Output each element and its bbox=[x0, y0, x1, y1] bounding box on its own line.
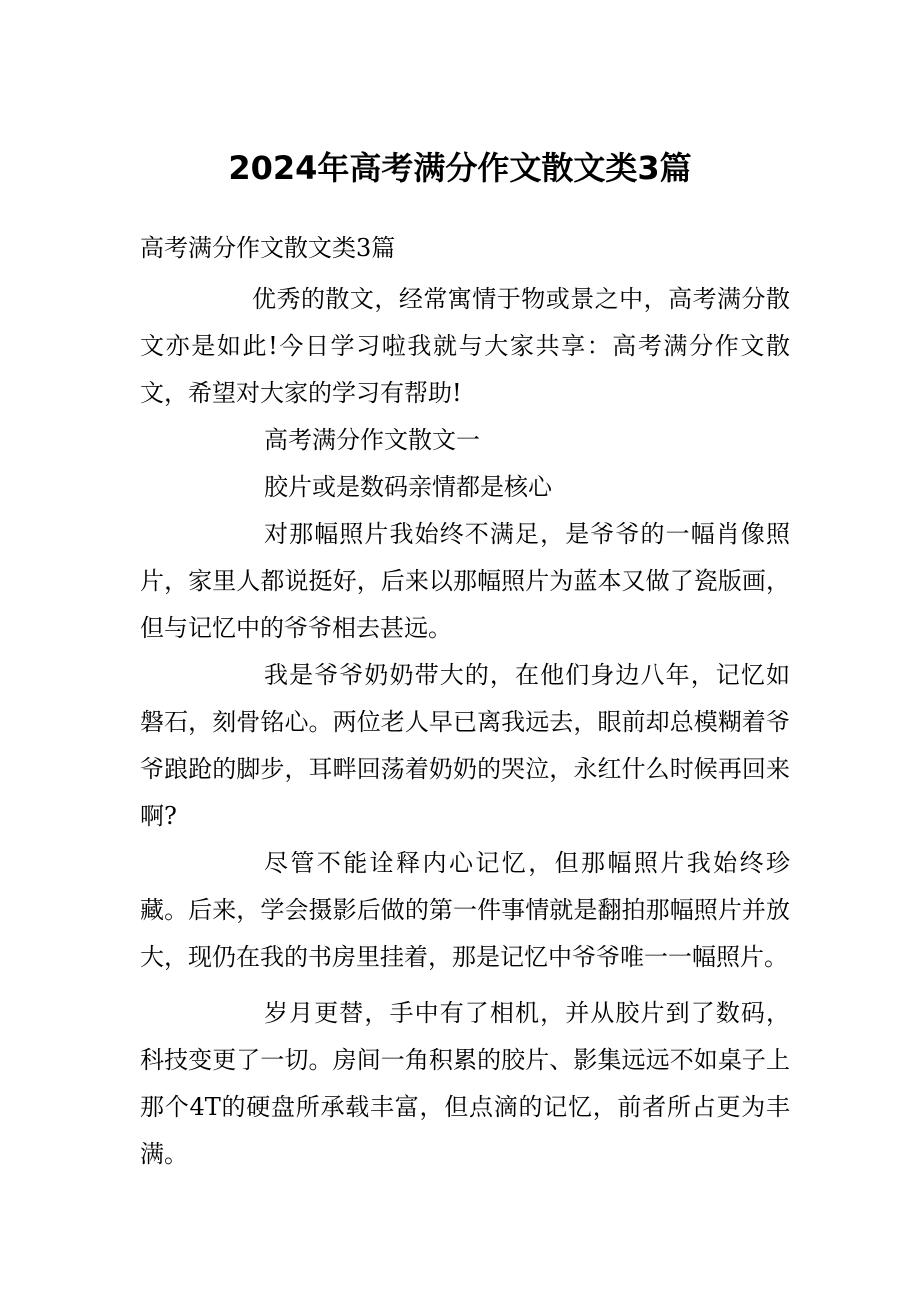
body-paragraph: 尽管不能诠释内心记忆，但那幅照片我始终珍藏。后来，学会摄影后做的第一件事情就是翻拍那幅照片并放大，现仍在我的书房里挂着，那是记忆中爷爷唯一一幅照片。 bbox=[140, 849, 790, 971]
document-subtitle: 高考满分作文散文类3篇 bbox=[140, 234, 396, 262]
body-paragraph: 岁月更替，手中有了相机，并从胶片到了数码，科技变更了一切。房间一角积累的胶片、影集远远不如桌子上那个4T的硬盘所承载丰富，但点滴的记忆，前者所占更为丰满。 bbox=[140, 999, 790, 1168]
intro-paragraph: 优秀的散文，经常寓情于物或景之中，高考满分散文亦是如此!今日学习啦我就与大家共享：高考满分作文散文，希望对大家的学习有帮助! bbox=[140, 285, 790, 407]
document-title: 2024年高考满分作文散文类3篇 bbox=[228, 149, 692, 187]
essay-title: 胶片或是数码亲情都是核心 bbox=[264, 473, 552, 501]
body-paragraph: 对那幅照片我始终不满足，是爷爷的一幅肖像照片，家里人都说挺好，后来以那幅照片为蓝本又做了瓷版画，但与记忆中的爷爷相去甚远。 bbox=[140, 520, 790, 642]
body-paragraph: 我是爷爷奶奶带大的，在他们身边八年，记忆如磐石，刻骨铭心。两位老人早已离我远去，眼前却总模糊着爷爷踉跄的脚步，耳畔回荡着奶奶的哭泣，永红什么时候再回来啊? bbox=[140, 661, 790, 830]
section-heading: 高考满分作文散文一 bbox=[264, 426, 480, 454]
